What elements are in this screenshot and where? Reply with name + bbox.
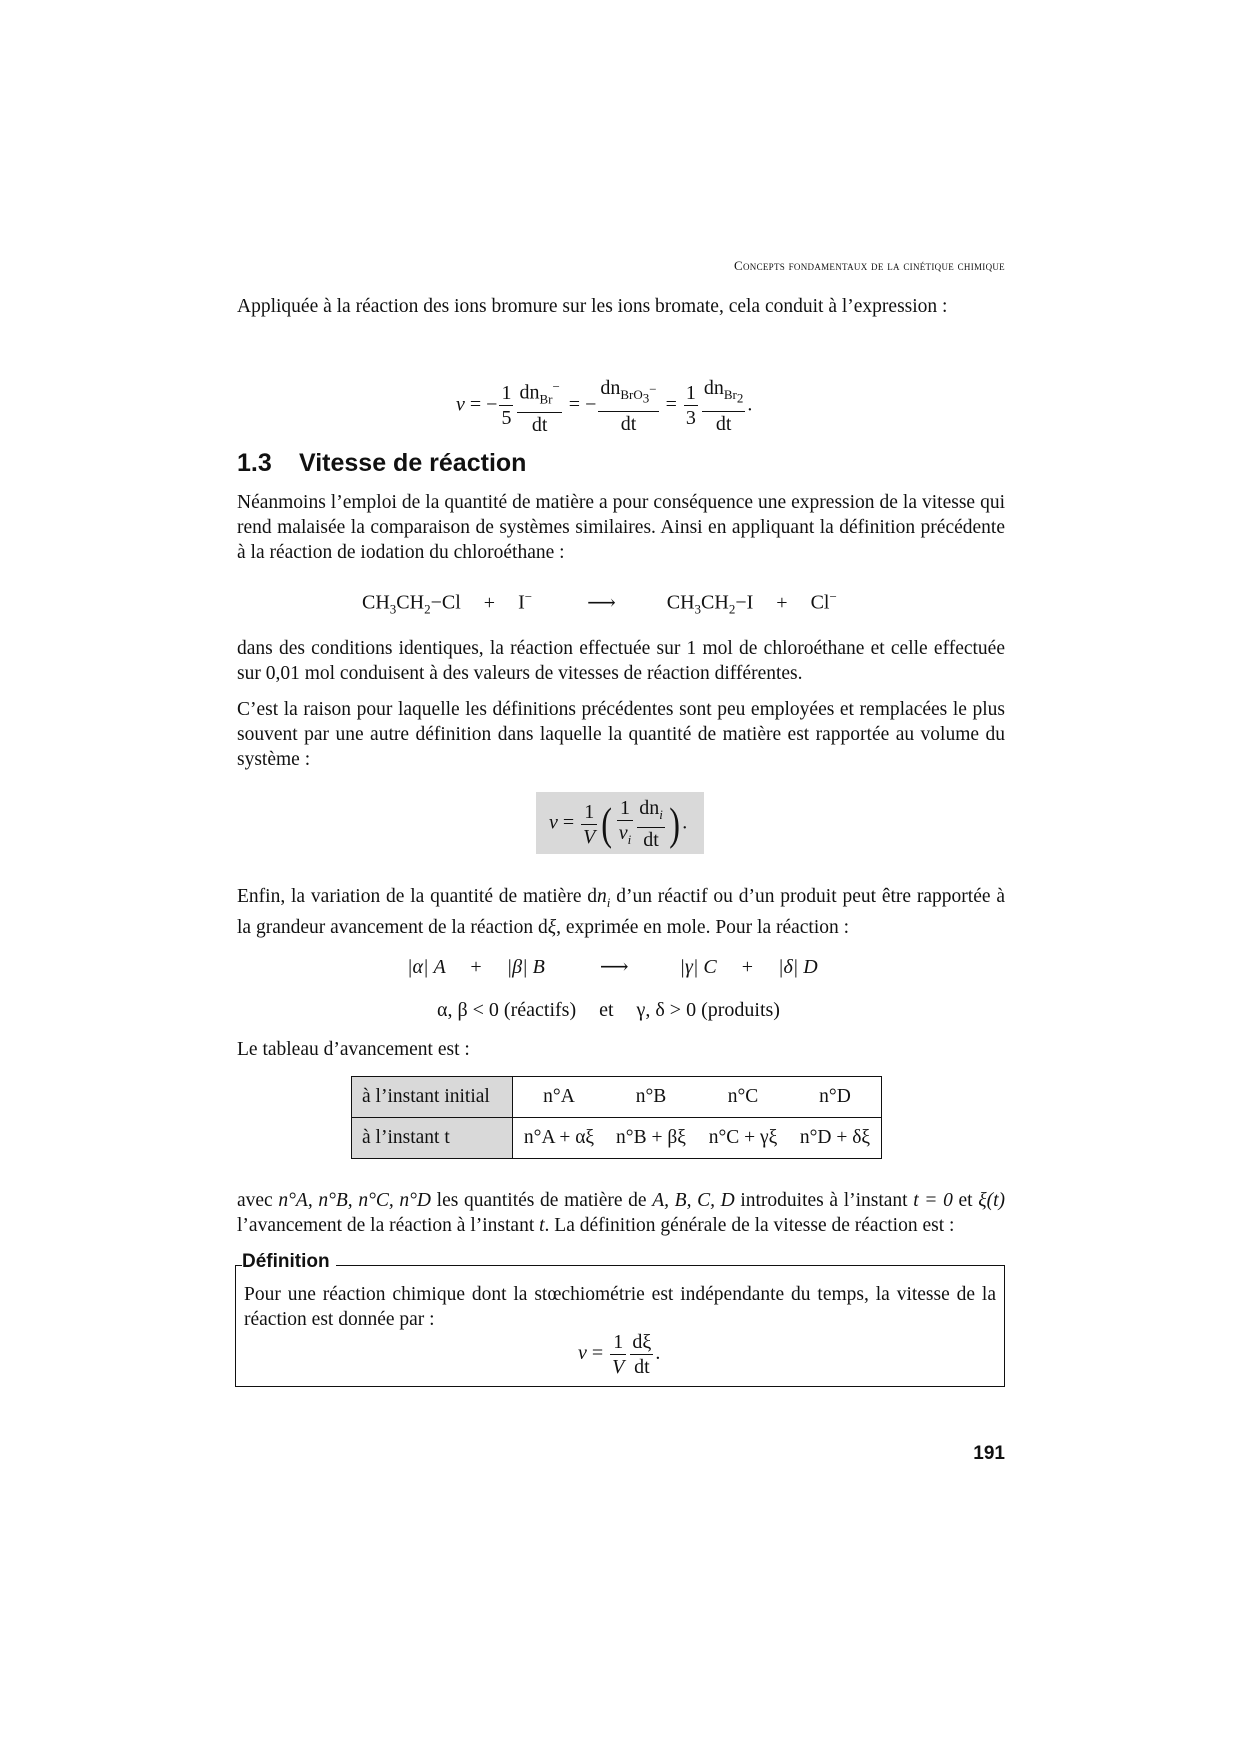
paragraph-3: C’est la raison pour laquelle les définitions précédentes sont peu employées et remplacées le plus souvent par une autre définition dans laquelle la quantité de matière est rapportée au volume du système : bbox=[237, 699, 1005, 770]
general-reaction: |α| A + |β| B ⟶ |γ| C + |δ| D bbox=[407, 956, 818, 978]
paragraph-2: dans des conditions identiques, la réaction effectuée sur 1 mol de chloroéthane et celle effectuée sur 0,01 mol conduisent à des valeurs de vitesses de réaction différentes. bbox=[237, 638, 1005, 684]
iodation-reaction: $CH_3CH_2-Cl + I^-$ ⟶ $CH_3CH_2-I + Cl^-$ bbox=[362, 589, 837, 617]
equals-sign: = bbox=[568, 393, 581, 416]
running-head: Concepts fondamentaux de la cinétique chimique bbox=[734, 258, 1005, 273]
boxed-rate-formula-content: v = $\frac{1}{V}$ ( $\frac{1}{\nu_i}$ $\frac{dn_i}{dt}$ ) . bbox=[549, 797, 688, 851]
var-v: v bbox=[456, 393, 465, 416]
paragraph-6: avec n°A, n°B, n°C, n°D les quantités de matière de A, B, C, D introduites à l’instant t = 0 et ξ(t) l’avancement de la réaction à l’instant t. La définition générale de la vitesse de réaction est : bbox=[237, 1190, 1005, 1236]
equals-sign: = bbox=[665, 393, 677, 416]
section-number: 1.3 bbox=[237, 449, 272, 477]
section-title: Vitesse de réaction bbox=[299, 449, 527, 477]
fraction-one-third: $\frac{1}{3}$ bbox=[685, 382, 696, 430]
reaction-arrow: ⟶ bbox=[587, 591, 616, 614]
fraction-dn-br2: $\frac{dn_{Br_2}}{dt}$ bbox=[703, 377, 744, 435]
paragraph-4: Enfin, la variation de la quantité de matière $dn_i$ d’un réactif ou d’un produit peut être rapportée à la grandeur avancement de la réaction dξ, exprimée en mole. Pour la réaction : bbox=[237, 886, 1005, 938]
minus-sign: − bbox=[585, 393, 597, 416]
row-label: à l’instant initial bbox=[352, 1077, 513, 1118]
section-heading bbox=[237, 449, 1005, 478]
paragraph-5: Le tableau d’avancement est : bbox=[237, 1039, 470, 1060]
fraction-dn-bro3: $\frac{dn_{BrO_3^-}}{dt}$ bbox=[600, 377, 657, 435]
sign-conditions: α, β < 0 (réactifs) et γ, δ > 0 (produits) bbox=[437, 999, 780, 1021]
definition-box bbox=[235, 1251, 1005, 1387]
rate-equation-bromide: v = − $\frac{1}{5}$ $\frac{dn_{Br}^-}{dt}$ = − $\frac{dn_{BrO_3^-}}{dt}$ = $\frac{1}{3}$ $\frac{dn_{Br_2}}{dt}$ . bbox=[456, 375, 752, 437]
intro-paragraph: Appliquée à la réaction des ions bromure sur les ions bromate, cela conduit à l’expression : bbox=[237, 296, 948, 317]
table-row: à l’instant t n°A + αξ n°B + βξ n°C + γξ n°D + δξ bbox=[352, 1118, 882, 1159]
table-row: à l’instant initial n°A n°B n°C n°D bbox=[352, 1077, 882, 1118]
fraction-dn-br: $\frac{dn_{Br}^-}{dt}$ bbox=[519, 379, 560, 436]
definition-text: Pour une réaction chimique dont la stœchiométrie est indépendante du temps, la vitesse de la réaction est donnée par : bbox=[244, 1284, 996, 1330]
fraction-one-fifth: $\frac{1}{5}$ bbox=[501, 382, 512, 430]
advancement-table bbox=[351, 1076, 882, 1159]
equals-sign: = bbox=[469, 393, 482, 416]
minus-sign: − bbox=[486, 393, 498, 416]
paragraph-1: Néanmoins l’emploi de la quantité de matière a pour conséquence une expression de la vitesse qui rend malaisée la comparaison de systèmes similaires. Ainsi en appliquant la définition précédente à la réaction de iodation du chloroéthane : bbox=[237, 492, 1005, 563]
definition-formula: v = $\frac{1}{V}$ $\frac{d\xi}{dt}$ . bbox=[578, 1331, 661, 1378]
page-number: 191 bbox=[973, 1443, 1005, 1464]
row-label: à l’instant t bbox=[352, 1118, 513, 1159]
definition-title: Définition bbox=[242, 1251, 336, 1273]
